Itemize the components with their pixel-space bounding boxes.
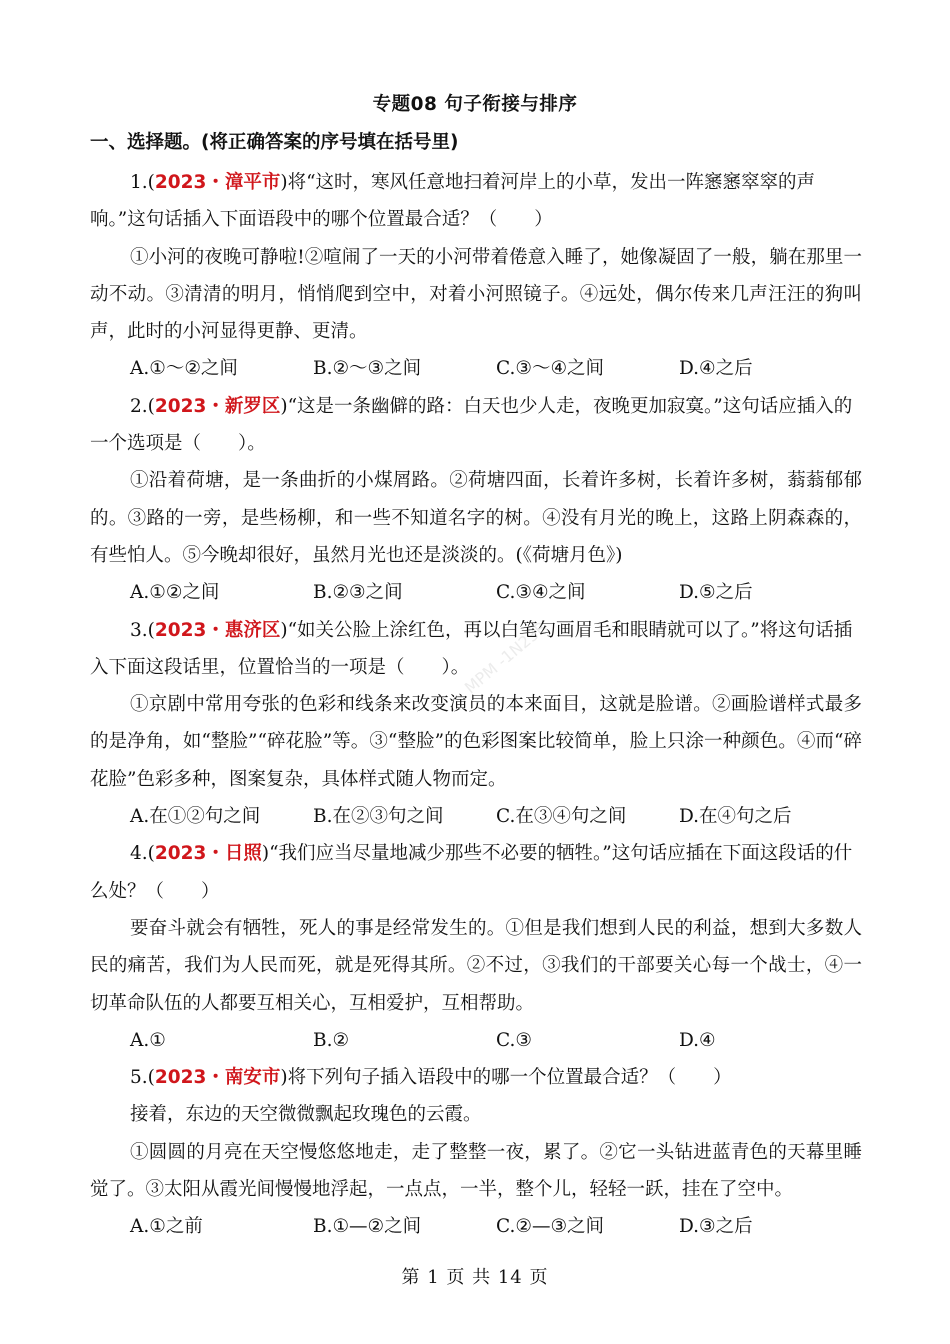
- option-a[interactable]: A.①②之间: [130, 582, 220, 604]
- question-text: )将下列句子插入语段中的哪一个位置最合适？（ ）: [280, 1067, 732, 1089]
- question-1: [90, 164, 862, 388]
- option-c[interactable]: C.③: [496, 1029, 532, 1051]
- source-tag: 2023・惠济区: [154, 619, 281, 641]
- question-passage: ①沿着荷塘，是一条曲折的小煤屑路。②荷塘四面，长着许多树，长着许多树，蓊蓊郁郁的。③路的一旁，是些杨柳，和一些不知道名字的树。④没有月光的晚上，这路上阴森森的，有些怕人。⑤今晚却很好，虽然月光也还是淡淡的。(《荷塘月色》): [90, 470, 862, 566]
- source-tag: 2023・南安市: [154, 1067, 281, 1089]
- option-b[interactable]: B.②: [313, 1029, 350, 1051]
- question-number: 1.(: [130, 172, 155, 193]
- question-passage: ①圆圆的月亮在天空慢悠悠地走，走了整整一夜，累了。②它一头钻进蓝青色的天幕里睡觉了。③太阳从霞光间慢慢地浮起，一点点，一半，整个儿，轻轻一跃，挂在了空中。: [90, 1141, 862, 1201]
- question-stem: [90, 164, 862, 239]
- insert-sentence: 接着，东边的天空微微飘起玫瑰色的云霞。: [130, 1104, 482, 1126]
- question-2: [90, 388, 862, 612]
- question-passage: ①小河的夜晚可静啦!②喧闹了一天的小河带着倦意入睡了，她像凝固了一般，躺在那里一动不动。③清清的明月，悄悄爬到空中，对着小河照镜子。④远处，偶尔传来几声汪汪的狗叫声，此时的小河显得更静、更清。: [90, 246, 862, 343]
- option-b[interactable]: B.②③之间: [313, 582, 403, 604]
- question-number: 4.(: [130, 843, 155, 865]
- question-number: 2.(: [130, 395, 155, 417]
- question-text: )“我们应当尽量地减少那些不必要的牺牲。”这句话应插在下面这段话的什么处？（ ）: [90, 843, 853, 902]
- option-d[interactable]: D.④: [679, 1029, 716, 1051]
- question-text: )将“这时，寒风任意地扫着河岸上的小草，发出一阵窸窸窣窣的声响。”这句话插入下面语段中的哪个位置最合适？（ ）: [90, 172, 816, 231]
- option-d[interactable]: D.③之后: [679, 1216, 753, 1238]
- option-a[interactable]: A.①之前: [130, 1216, 203, 1238]
- watermark: MPM -1N23R: [460, 617, 551, 698]
- option-d[interactable]: D.在④句之后: [679, 806, 792, 828]
- question-text: )“如关公脸上涂红色，再以白笔勾画眉毛和眼睛就可以了。”将这句话插入下面这段话里，位置恰当的一项是（ ）。: [90, 619, 853, 678]
- questions-list: [90, 164, 862, 1246]
- answer-options: [90, 1208, 862, 1245]
- question-4: [90, 835, 862, 1059]
- answer-options: [90, 574, 862, 611]
- question-stem: [90, 1059, 862, 1096]
- option-b[interactable]: B.在②③句之间: [313, 806, 444, 828]
- question-3: [90, 612, 862, 836]
- section-heading: 一、选择题。(将正确答案的序号填在括号里): [90, 132, 459, 153]
- question-passage: ①京剧中常用夸张的色彩和线条来改变演员的本来面目，这就是脸谱。②画脸谱样式最多的是净角，如“整脸”“碎花脸”等。③“整脸”的色彩图案比较简单，脸上只涂一种颜色。④而“碎花脸”色彩多种，图案复杂，具体样式随人物而定。: [90, 694, 862, 790]
- answer-options: [90, 1022, 862, 1059]
- question-text: )“这是一条幽僻的路：白天也少人走，夜晚更加寂寞。”这句话应插入的一个选项是（ ）。: [90, 395, 853, 455]
- option-c[interactable]: C.②—③之间: [496, 1216, 605, 1238]
- source-tag: 2023・漳平市: [154, 172, 281, 193]
- question-number: 3.(: [130, 619, 155, 641]
- option-a[interactable]: A.①～②之间: [130, 358, 238, 380]
- question-number: 5.(: [130, 1067, 155, 1089]
- question-stem: [90, 835, 862, 910]
- option-a[interactable]: A.①: [130, 1029, 166, 1051]
- question-5: [90, 1059, 862, 1245]
- page-footer: 第 1 页 共 14 页: [401, 1267, 549, 1288]
- question-passage: 要奋斗就会有牺牲，死人的事是经常发生的。①但是我们想到人民的利益，想到大多数人民的痛苦，我们为人民而死，就是死得其所。②不过，③我们的干部要关心每一个战士，④一切革命队伍的人都要互相关心，互相爱护，互相帮助。: [90, 917, 862, 1014]
- option-a[interactable]: A.在①②句之间: [130, 806, 261, 828]
- option-c[interactable]: C.在③④句之间: [496, 806, 627, 828]
- source-tag: 2023・日照: [154, 843, 262, 865]
- option-d[interactable]: D.⑤之后: [679, 582, 753, 604]
- option-b[interactable]: B.②～③之间: [313, 358, 422, 380]
- answer-options: [90, 798, 862, 835]
- option-c[interactable]: C.③④之间: [496, 582, 586, 604]
- option-b[interactable]: B.①—②之间: [313, 1216, 422, 1238]
- option-d[interactable]: D.④之后: [679, 358, 753, 380]
- option-c[interactable]: C.③～④之间: [496, 358, 605, 380]
- answer-options: [90, 350, 862, 387]
- page-title: 专题08 句子衔接与排序: [372, 94, 578, 115]
- source-tag: 2023・新罗区: [154, 395, 281, 417]
- question-stem: [90, 388, 862, 463]
